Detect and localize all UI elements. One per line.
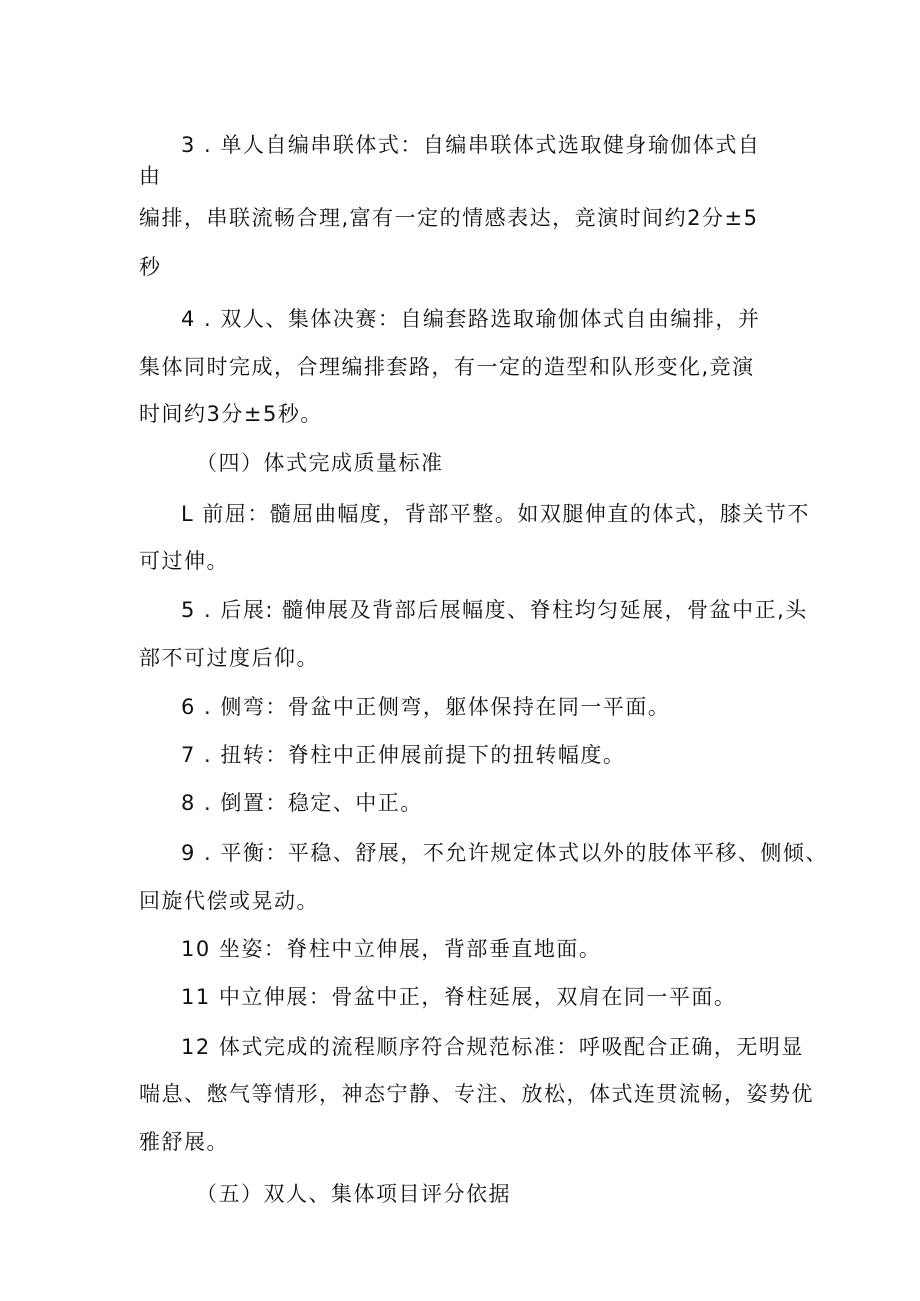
- section-heading-5: （五）双人、集体项目评分依据: [196, 1182, 511, 1206]
- standard-8: 8 . 倒置：稳定、中正。: [181, 791, 423, 815]
- section-heading-4: （四）体式完成质量标准: [196, 451, 444, 475]
- standard-1-line-1: L 前屈：髓屈曲幅度，背部平整。如双腿伸直的体式，膝关节不: [181, 502, 810, 526]
- standard-1-line-2: 可过伸。: [139, 549, 229, 573]
- paragraph-4-line-3: 时间约3分±5秒。: [139, 402, 323, 426]
- standard-9-line-1: 9 . 平衡：平稳、舒展，不允许规定体式以外的肢体平移、侧倾、: [181, 841, 828, 865]
- paragraph-3-line-2: 由: [139, 164, 162, 188]
- standard-12-line-2: 喘息、憋气等情形，神态宁静、专注、放松，体式连贯流畅，姿势优: [139, 1082, 814, 1106]
- paragraph-3-line-1: 3 . 单人自编串联体式：自编串联体式选取健身瑜伽体式自: [181, 133, 761, 157]
- standard-10: 10 坐姿：脊柱中立伸展，背部垂直地面。: [181, 937, 602, 961]
- standard-6: 6 . 侧弯：骨盆中正侧弯，躯体保持在同一平面。: [181, 695, 671, 719]
- paragraph-4-line-1: 4 . 双人、集体决赛：自编套路选取瑜伽体式自由编排，并: [181, 307, 761, 331]
- standard-5-line-2: 部不可过度后仰。: [139, 646, 319, 670]
- standard-7: 7 . 扭转：脊柱中正伸展前提下的扭转幅度。: [181, 743, 626, 767]
- paragraph-4-line-2: 集体同时完成，合理编排套路，有一定的造型和队形变化,竞演: [139, 355, 755, 379]
- paragraph-3-line-3: 编排，串联流畅合理,富有一定的情感表达，竞演时间约2分±5: [139, 206, 759, 230]
- standard-5-line-1: 5 . 后展: 髓伸展及背部后展幅度、脊柱均匀延展，骨盆中正,头: [181, 598, 808, 622]
- paragraph-3-line-4: 秒: [139, 255, 162, 279]
- standard-12-line-3: 雅舒展。: [139, 1130, 229, 1154]
- standard-12-line-1: 12 体式完成的流程顺序符合规范标准：呼吸配合正确，无明显: [181, 1035, 804, 1059]
- standard-11: 11 中立伸展：骨盆中正，脊柱延展，双肩在同一平面。: [181, 985, 737, 1009]
- standard-9-line-2: 回旋代偿或晃动。: [139, 889, 319, 913]
